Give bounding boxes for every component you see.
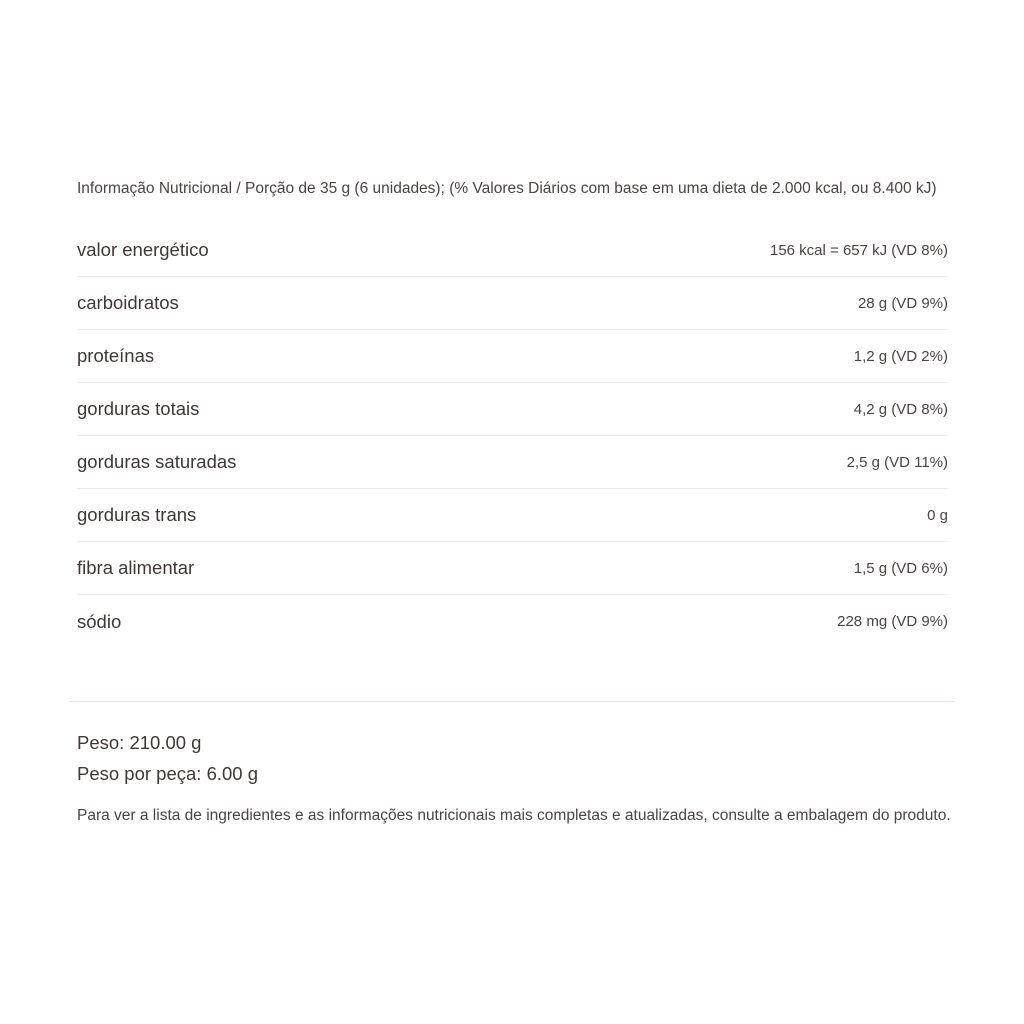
table-row [77, 595, 948, 648]
peso-line [77, 727, 948, 758]
nutrition-intro: Informação Nutricional / Porção de 35 g (6 unidades); (% Valores Diários com base em uma dieta de 2.000 kcal, ou 8.400 kJ) [77, 180, 937, 197]
nutrient-value: 2,5 g (VD 11%) [846, 453, 948, 471]
footnote: Para ver a lista de ingredientes e as informações nutricionais mais completas e atualizadas, consulte a embalagem do produto. [77, 807, 951, 824]
nutrient-value: 228 mg (VD 9%) [837, 613, 948, 630]
nutrient-label: gorduras saturadas [77, 451, 237, 472]
table-row [77, 277, 948, 330]
table-row [77, 224, 948, 277]
table-row [77, 383, 948, 436]
nutrient-label: fibra alimentar [77, 557, 195, 578]
section-divider [69, 701, 955, 702]
nutrition-panel [77, 178, 948, 648]
nutrient-label: valor energético [77, 239, 209, 260]
nutrient-value: 1,5 g (VD 6%) [853, 559, 948, 577]
peso-peca-line [77, 758, 948, 789]
nutrient-label: sódio [77, 610, 122, 632]
nutrient-value: 0 g [927, 506, 948, 524]
peso-label: Peso: [77, 732, 125, 753]
nutrient-label: gorduras totais [77, 398, 200, 419]
weights-section [77, 727, 948, 789]
nutrient-label: gorduras trans [77, 504, 197, 525]
nutrient-label: carboidratos [77, 292, 179, 313]
table-row [77, 542, 948, 595]
peso-value: 210.00 g [129, 732, 202, 753]
table-row [77, 330, 948, 383]
nutrition-table [77, 224, 948, 648]
nutrient-value: 156 kcal = 657 kJ (VD 8%) [769, 241, 948, 259]
nutrient-value: 1,2 g (VD 2%) [853, 347, 948, 365]
table-row [77, 489, 948, 542]
peso-peca-value: 6.00 g [206, 763, 259, 784]
table-row [77, 436, 948, 489]
nutrient-value: 28 g (VD 9%) [857, 294, 948, 312]
nutrient-label: proteínas [77, 345, 155, 366]
nutrient-value: 4,2 g (VD 8%) [853, 400, 948, 418]
peso-peca-label: Peso por peça: [77, 763, 202, 784]
